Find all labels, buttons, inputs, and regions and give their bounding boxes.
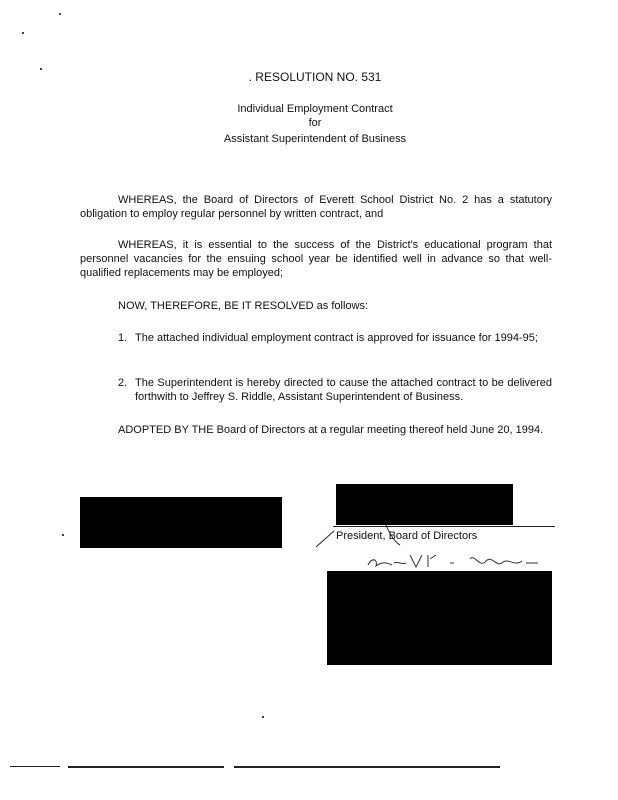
resolved-paragraph: NOW, THEREFORE, BE IT RESOLVED as follows: — [118, 300, 369, 312]
signature-caption: President, Board of Directors — [336, 530, 478, 542]
footer-rule-right — [234, 766, 500, 768]
resolution-item-1 — [80, 331, 552, 345]
redacted-signature-block-left — [80, 497, 282, 548]
subtitle-for: for — [308, 117, 322, 129]
item-number: 1. — [118, 332, 128, 344]
scan-speck — [40, 68, 42, 70]
redacted-signature-block-bottom — [327, 571, 552, 665]
resolution-title: . RESOLUTION NO. 531 — [248, 70, 382, 84]
item-text: The Superintendent is hereby directed to cause the attached contract to be delivered forthwith to Jeffrey S. Riddle, Assistant Superintendent of Business. — [135, 377, 552, 403]
position-subtitle: Assistant Superintendent of Business — [223, 133, 407, 145]
contract-subtitle: Individual Employment Contract — [237, 103, 393, 115]
item-number: 2. — [118, 377, 128, 389]
redacted-signature-block-top — [336, 484, 513, 525]
scan-speck — [62, 534, 64, 536]
whereas-paragraph-2: WHEREAS, it is essential to the success of the District's educational program that personnel vacancies for the ensuing school year be identified well in advance so that well-qualified replacements may be employed; — [80, 239, 552, 279]
footer-rule-left — [10, 766, 60, 767]
scan-speck — [22, 32, 24, 34]
resolution-item-2 — [80, 376, 552, 404]
scan-speck — [262, 716, 264, 718]
adopted-paragraph: ADOPTED BY THE Board of Directors at a regular meeting thereof held June 20, 1994. — [118, 424, 544, 436]
item-text: The attached individual employment contract is approved for issuance for 1994-95; — [135, 332, 538, 344]
whereas-paragraph-1: WHEREAS, the Board of Directors of Everett School District No. 2 has a statutory obligation to employ regular personnel by written contract, and — [80, 194, 552, 220]
scan-speck — [59, 13, 61, 15]
handwritten-signature — [310, 525, 550, 573]
footer-rule-middle — [68, 766, 224, 768]
